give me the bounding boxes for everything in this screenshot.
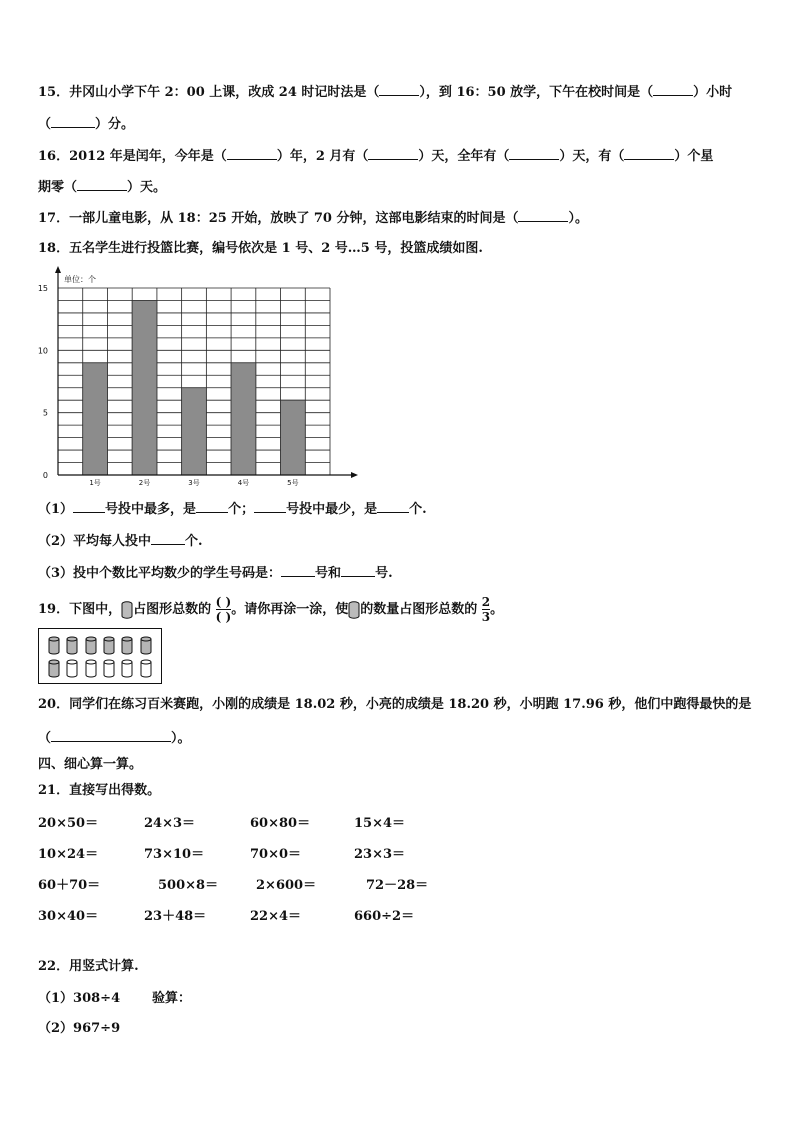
calc-item: 660÷2＝	[354, 909, 415, 924]
cylinder-shape	[140, 659, 152, 678]
answer-blank[interactable]	[51, 728, 171, 742]
y-tick-label: 10	[37, 346, 48, 356]
calc-item: 2×600＝	[256, 878, 317, 893]
chart-labels	[38, 274, 299, 487]
bar-3	[182, 388, 207, 475]
answer-blank[interactable]	[518, 208, 568, 222]
answer-blank[interactable]	[368, 146, 418, 160]
q21-title: 21．直接写出得数。	[38, 783, 161, 798]
x-tick-label: 2号	[138, 479, 151, 487]
q18-sub3: （3）投中个数比平均数少的学生号码是： 号和 号.	[38, 563, 393, 583]
q22-item1: （1）308÷4	[38, 991, 121, 1006]
cylinder-icon[interactable]	[63, 657, 81, 680]
q16-line1: 16．2012 年是闰年，今年是（ ）年，2 月有（ ）天，全年有（ ）天，有（ ）个星	[38, 146, 713, 166]
answer-blank[interactable]	[51, 114, 95, 128]
answer-blank[interactable]	[509, 146, 559, 160]
answer-blank[interactable]	[254, 499, 286, 513]
cylinder-shape	[121, 659, 133, 678]
answer-blank[interactable]	[377, 499, 409, 513]
answer-blank[interactable]	[341, 563, 375, 577]
calc-item: 23×3＝	[354, 847, 406, 862]
cylinder-shape	[140, 636, 152, 655]
q22-check-label: 验算：	[152, 991, 192, 1006]
cylinder-icon[interactable]	[45, 634, 63, 657]
cylinder-grid	[45, 634, 155, 680]
cylinder-shape	[48, 659, 60, 678]
y-unit-label: 单位：个	[64, 275, 96, 284]
answer-blank[interactable]	[77, 177, 127, 191]
q20-line1: 20．同学们在练习百米赛跑，小刚的成绩是 18.02 秒，小亮的成绩是 18.20 秒，小明跑 17.96 秒，他们中跑得最快的是	[38, 697, 752, 712]
cylinder-shape	[121, 636, 133, 655]
cylinder-shape	[103, 659, 115, 678]
cylinder-icon[interactable]	[100, 634, 118, 657]
y-tick-label: 5	[42, 408, 48, 418]
answer-blank[interactable]	[653, 82, 693, 96]
section-heading: 四、细心算一算。	[38, 757, 143, 772]
cylinder-icon[interactable]	[100, 657, 118, 680]
calc-item: 23＋48＝	[144, 909, 207, 924]
calc-item: 500×8＝	[158, 878, 219, 893]
q22-item2: （2）967÷9	[38, 1021, 121, 1036]
cylinder-icon[interactable]	[82, 634, 100, 657]
cylinder-shape	[66, 636, 78, 655]
calc-item: 60＋70＝	[38, 878, 101, 893]
calc-item: 70×0＝	[250, 847, 302, 862]
cylinder-box	[38, 628, 162, 684]
cylinder-icon[interactable]	[82, 657, 100, 680]
x-tick-label: 5号	[287, 479, 299, 487]
calc-item: 20×50＝	[38, 816, 99, 831]
cylinder-shape	[103, 636, 115, 655]
bar-5	[281, 400, 306, 475]
answer-blank[interactable]	[624, 146, 674, 160]
answer-blank[interactable]	[379, 82, 419, 96]
answer-blank[interactable]	[281, 563, 315, 577]
calc-item: 73×10＝	[144, 847, 205, 862]
cylinder-icon[interactable]	[118, 657, 136, 680]
cylinder-icon[interactable]	[63, 634, 81, 657]
cylinder-shape	[66, 659, 78, 678]
q19: 19．下图中， 占图形总数的 $\frac{( )}{( )}$。请你再涂一涂，使 的数量占图形总数的 $\frac{2}{3}$。	[38, 595, 504, 624]
cylinder-shape	[48, 636, 60, 655]
q16-line2: 期零（ ）天。	[38, 177, 166, 197]
y-tick-label: 15	[37, 284, 48, 293]
cylinder-icon	[348, 601, 360, 619]
q17: 17．一部儿童电影，从 18：25 开始，放映了 70 分钟，这部电影结束的时间是（ ）。	[38, 208, 588, 228]
q15-line1: 15．井冈山小学下午 2：00 上课，改成 24 时记时法是（ ），到 16：50 放学，下午在校时间是（ ）小时	[38, 82, 732, 102]
calc-item: 30×40＝	[38, 909, 99, 924]
cylinder-shape	[85, 636, 97, 655]
cylinder-icon[interactable]	[137, 634, 155, 657]
x-tick-label: 1号	[89, 479, 101, 487]
cylinder-shape	[85, 659, 97, 678]
bar-4	[231, 363, 256, 475]
calc-item: 72－28＝	[366, 878, 429, 893]
q22-title: 22．用竖式计算.	[38, 959, 139, 974]
calc-item: 24×3＝	[144, 816, 196, 831]
calc-item: 22×4＝	[250, 909, 302, 924]
answer-blank[interactable]	[73, 499, 105, 513]
fraction-two-thirds: $\frac{2}{3}$	[481, 595, 491, 624]
answer-blank[interactable]	[196, 499, 228, 513]
bar-chart	[30, 262, 370, 492]
answer-blank[interactable]	[227, 146, 277, 160]
x-axis-arrow	[351, 472, 358, 478]
q20-line2: （ ）。	[38, 728, 191, 748]
calc-item: 15×4＝	[354, 816, 406, 831]
q18-title: 18．五名学生进行投篮比赛，编号依次是 1 号、2 号…5 号，投篮成绩如图.	[38, 241, 483, 256]
q18-sub2: （2）平均每人投中 个.	[38, 531, 203, 551]
cylinder-icon[interactable]	[45, 657, 63, 680]
calc-item: 60×80＝	[250, 816, 311, 831]
q18-sub1: （1） 号投中最多，是 个； 号投中最少，是 个.	[38, 499, 427, 519]
calc-item: 10×24＝	[38, 847, 99, 862]
y-tick-label: 0	[42, 471, 48, 480]
q15-line2: （ ）分。	[38, 114, 134, 134]
bar-2	[132, 300, 157, 475]
fraction-blank[interactable]: $\frac{( )}{( )}$	[215, 595, 232, 624]
x-tick-label: 4号	[237, 479, 250, 487]
cylinder-icon	[121, 601, 133, 619]
cylinder-icon[interactable]	[137, 657, 155, 680]
x-tick-label: 3号	[188, 479, 200, 487]
cylinder-icon[interactable]	[118, 634, 136, 657]
bar-1	[83, 363, 108, 475]
y-axis-arrow	[55, 266, 61, 273]
answer-blank[interactable]	[151, 531, 185, 545]
